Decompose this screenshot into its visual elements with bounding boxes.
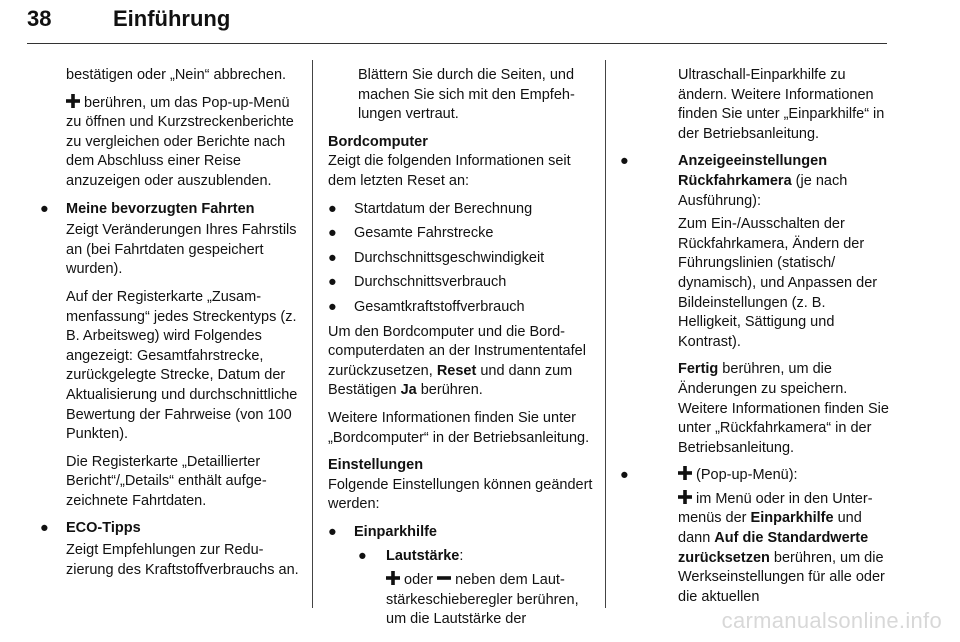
plus-icon bbox=[66, 94, 80, 108]
chapter-title: Einführung bbox=[113, 6, 231, 31]
col1-paragraph-2: berühren, um das Pop-up-Menü zu öffnen und Kurzstreckenberichte zu vergleichen oder Berichte nach dem Abschluss einer Reise anzuzeigen oder auszublenden. bbox=[66, 94, 294, 189]
bullet-text: Zum Ein-/Ausschalten der Rückfahrkamera, Ändern der Führungslinien (statisch/ dynamisch), und Anpassen der Bildeinstellungen (z. B. Helligkeit, Sättigung und Kontrast). bbox=[678, 216, 878, 350]
bullet-text: Fertig berühren, um die Änderungen zu speichern. Weitere Informationen finden Sie unter „Rückfahrkamera“ in der Betriebsanleitung. bbox=[678, 361, 889, 456]
list-item: ● Durchschnittsgeschwindigkeit bbox=[328, 249, 545, 266]
bullet-text: Zeigt Veränderungen Ihres Fahrstils an (bei Fahrtdaten gespeichert wurden). bbox=[66, 222, 297, 278]
bullet-title: Anzeigeeinstellungen Rückfahrkamera (je nach Ausführung): bbox=[678, 153, 848, 209]
column-1 bbox=[40, 66, 302, 588]
plus-icon bbox=[386, 571, 400, 585]
column-2 bbox=[328, 66, 594, 638]
col2-paragraph-3: Um den Bordcomputer und die Bordcomputerdaten an der Instrumententafel zurückzusetzen, Reset und dann zum Bestätigen Ja berühren. bbox=[328, 323, 586, 399]
list-item: ● Durchschnittsverbrauch bbox=[328, 274, 507, 291]
bullet-eco-tips: ● ECO-Tipps Zeigt Empfehlungen zur Reduzierung des Kraftstoffverbrauchs an. bbox=[40, 519, 302, 580]
col2-paragraph-2: Zeigt die folgenden Informationen seit dem letzten Reset an: bbox=[328, 153, 571, 189]
bullet-rear-camera: ● Anzeigeeinstellungen Rückfahrkamera (je nach Ausführung): Zum Ein-/Ausschalten der Rückfahrkamera, Ändern der Führungslinien (statisch/ dynamisch), und Anpassen der Bildeinstellungen (z. B. Helligkeit, Sättigung und Kontrast). Fertig berühren, um die Änderungen zu speichern. Weitere Informationen finden Sie unter „Rückfahrkamera“ in der Betriebsanleitung. bbox=[620, 152, 890, 458]
page-number: 38 bbox=[27, 6, 52, 31]
subbullet-lautstaerke: ● Lautstärke: oder neben dem Lautstärkeschieberegler berühren, um die Lautstärke der bbox=[328, 547, 594, 629]
bordcomputer-list bbox=[328, 200, 594, 318]
bullet-popup-menu: ● (Pop-up-Menü): im Menü oder in den Untermenüs der Einparkhilfe und dann Auf die Standardwerte zurücksetzen berühren, um die Werkseinstellungen für alle oder die aktuellen bbox=[620, 466, 890, 607]
bullet-text: Zeigt Empfehlungen zur Reduzierung des Kraftstoffverbrauchs an. bbox=[66, 542, 299, 578]
column-3 bbox=[620, 66, 890, 615]
minus-icon bbox=[437, 571, 451, 585]
col3-paragraph-1: Ultraschall-Einparkhilfe zu ändern. Weitere Informationen finden Sie unter „Einparkhilfe“ in der Betriebsanleitung. bbox=[678, 67, 885, 142]
bullet-text: Auf der Registerkarte „Zusammenfassung“ jedes Streckentyps (z. B. Arbeitsweg) wird Folgendes angezeigt: Gesamtfahrstrecke, zurückgelegte Strecke, Datum der Aktualisierung und durchschnittliche Bewertung der Fahrweise (von 100 Punkten). bbox=[66, 288, 298, 443]
subbullet-text: oder neben dem Lautstärkeschieberegler berühren, um die Lautstärke der bbox=[386, 572, 579, 628]
heading-einstellungen: Einstellungen bbox=[328, 457, 424, 474]
plus-icon bbox=[678, 490, 692, 504]
list-item: ● Gesamte Fahrstrecke bbox=[328, 225, 494, 242]
list-item: ● Startdatum der Berechnung bbox=[328, 200, 533, 217]
bullet-text: im Menü oder in den Untermenüs der Einparkhilfe und dann Auf die Standardwerte zurücksetzen berühren, um die Werkseinstellungen für alle oder die aktuellen bbox=[678, 490, 885, 605]
bullet-title: (Pop-up-Menü): bbox=[642, 466, 890, 486]
subbullet-title: Lautstärke: bbox=[386, 548, 464, 565]
col2-paragraph-4: Weitere Informationen finden Sie unter „Bordcomputer“ in der Betriebsanleitung. bbox=[328, 409, 590, 446]
bullet-favorite-trips: ● Meine bevorzugten Fahrten Zeigt Veränderungen Ihres Fahrstils an (bei Fahrtdaten gespeichert wurden). Auf der Registerkarte „Zusammenfassung“ jedes Streckentyps (z. B. Arbeitsweg) wird Folgendes angezeigt: Gesamtfahrstrecke, zurückgelegte Strecke, Datum der Aktualisierung und durchschnittliche Bewertung der Fahrweise (von 100 Punkten). Die Registerkarte „Detaillierter Bericht“/„Details“ enthält aufgezeichnete Fahrtdaten. bbox=[40, 200, 302, 512]
col2-paragraph-1: Blättern Sie durch die Seiten, und machen Sie sich mit den Empfehlungen vertraut. bbox=[358, 67, 575, 123]
plus-icon bbox=[678, 466, 692, 480]
bullet-title: Einparkhilfe bbox=[354, 523, 437, 540]
bullet-title: Meine bevorzugten Fahrten bbox=[66, 200, 255, 217]
header-rule bbox=[27, 43, 887, 44]
col1-paragraph-1: bestätigen oder „Nein“ abbrechen. bbox=[66, 67, 287, 83]
bullet-text: Die Registerkarte „Detaillierter Bericht“/„Details“ enthält aufgezeichnete Fahrtdaten. bbox=[66, 453, 267, 509]
bullet-einparkhilfe: ● Einparkhilfe bbox=[328, 523, 594, 543]
col2-paragraph-5: Folgende Einstellungen können geändert werden: bbox=[328, 476, 593, 513]
column-divider-1 bbox=[312, 60, 313, 608]
heading-bordcomputer: Bordcomputer bbox=[328, 133, 428, 150]
bullet-title: ECO-Tipps bbox=[66, 520, 141, 537]
column-divider-2 bbox=[605, 60, 606, 608]
watermark: carmanualsonline.info bbox=[721, 608, 942, 633]
list-item: ● Gesamtkraftstoffverbrauch bbox=[328, 298, 525, 315]
